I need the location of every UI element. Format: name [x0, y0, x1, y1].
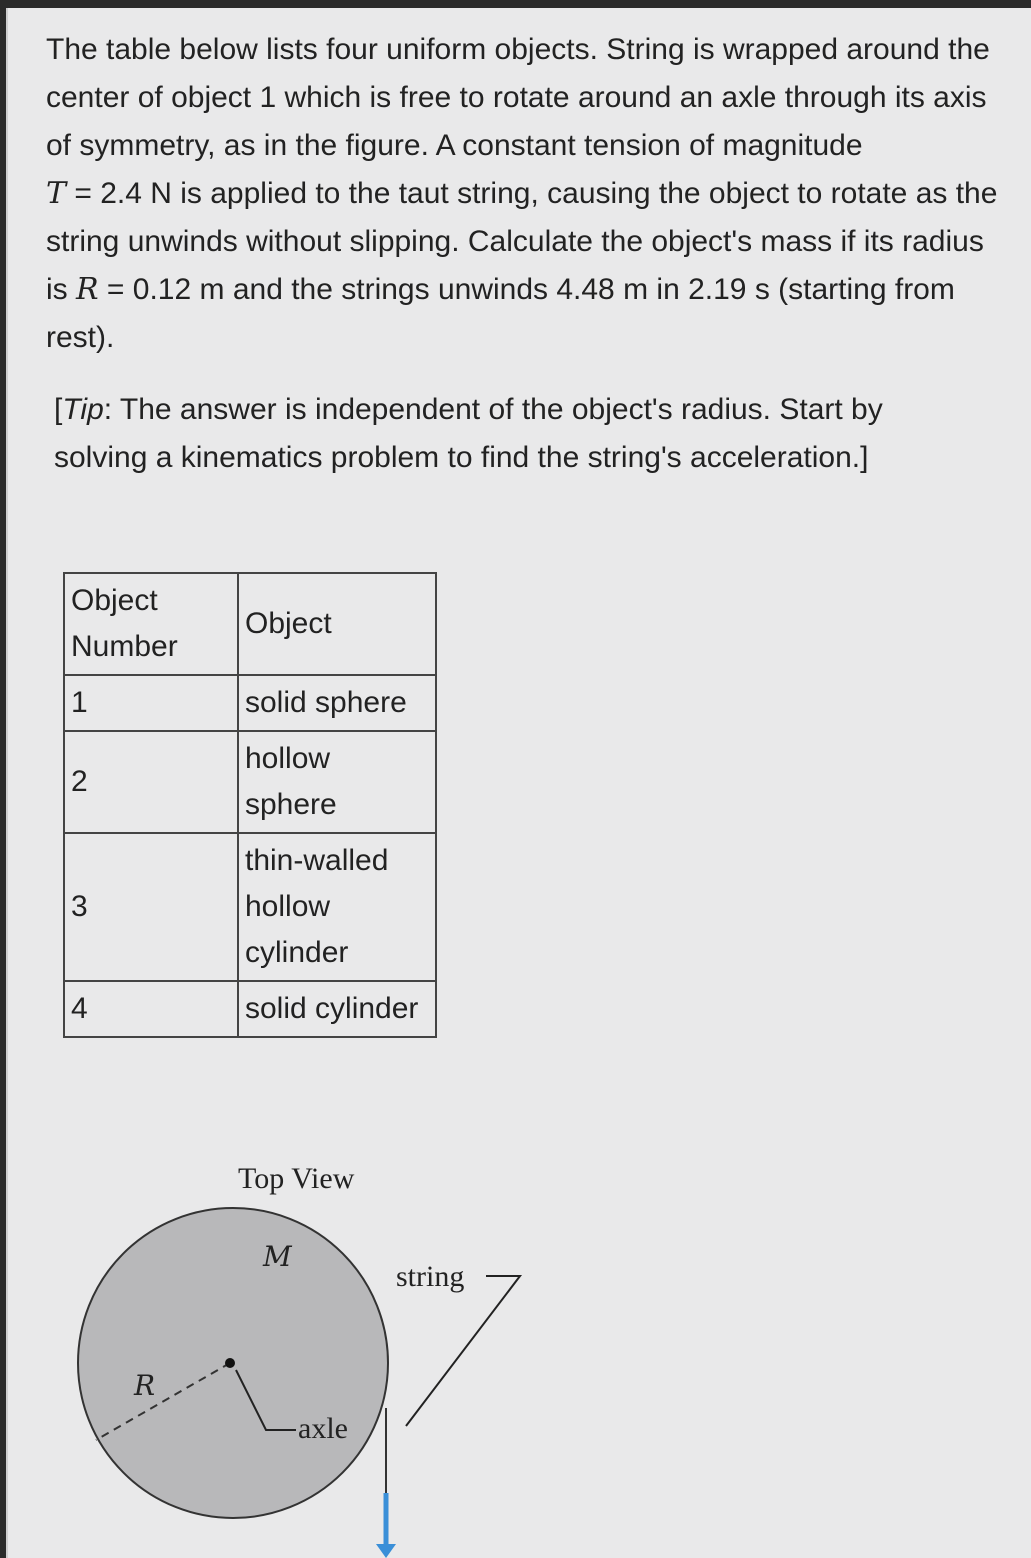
table-row: [64, 833, 436, 981]
mass-label: M: [263, 1240, 292, 1273]
problem-text-part1: The table below lists four uniform objects. String is wrapped around the center of object 1 which is free to rotate around an axle through its axis of symmetry, as in the figure. A constant tension of magnitude: [46, 33, 990, 162]
tip-text: : The answer is independent of the object's radius. Start by solving a kinematics problem to find the string's acceleration.]: [54, 393, 883, 474]
cell-number: 4: [64, 981, 238, 1037]
problem-statement: [46, 26, 1011, 362]
cell-object: solid sphere: [238, 675, 436, 731]
radius-variable: R: [76, 272, 99, 307]
table-row: [64, 675, 436, 731]
header-object: Object: [238, 573, 436, 675]
table-header-row: [64, 573, 436, 675]
table-row: [64, 731, 436, 833]
cell-object: solid cylinder: [238, 981, 436, 1037]
cell-number: 2: [64, 731, 238, 833]
cell-number: 1: [64, 675, 238, 731]
string-leader-line: [406, 1276, 520, 1426]
figure-title: Top View: [238, 1162, 355, 1195]
problem-text-part2: = 2.4 N is applied to the taut string, causing the object to rotate as the string unwinds without slipping. Calculate the object's mass if its radius is: [46, 177, 998, 306]
top-view-figure: [68, 1148, 548, 1558]
cell-object: thin-walled hollow cylinder: [238, 833, 436, 981]
tension-arrow-head: [376, 1544, 396, 1558]
tip-label: Tip: [62, 393, 104, 426]
objects-table: [63, 572, 437, 1038]
axle-label: axle: [298, 1412, 348, 1445]
table-row: [64, 981, 436, 1037]
cell-number: 3: [64, 833, 238, 981]
tip-open-bracket: [: [54, 393, 63, 426]
tension-variable: T: [46, 176, 67, 211]
document-page: [6, 8, 1031, 1558]
problem-text-part3: = 0.12 m and the strings unwinds 4.48 m in 2.19 s (starting from rest).: [46, 273, 955, 354]
radius-label: R: [134, 1369, 156, 1402]
string-label: string: [396, 1260, 465, 1293]
cell-object: hollow sphere: [238, 731, 436, 833]
header-object-number: Object Number: [64, 573, 238, 675]
axle-point: [225, 1358, 235, 1368]
tip-paragraph: [54, 386, 954, 482]
